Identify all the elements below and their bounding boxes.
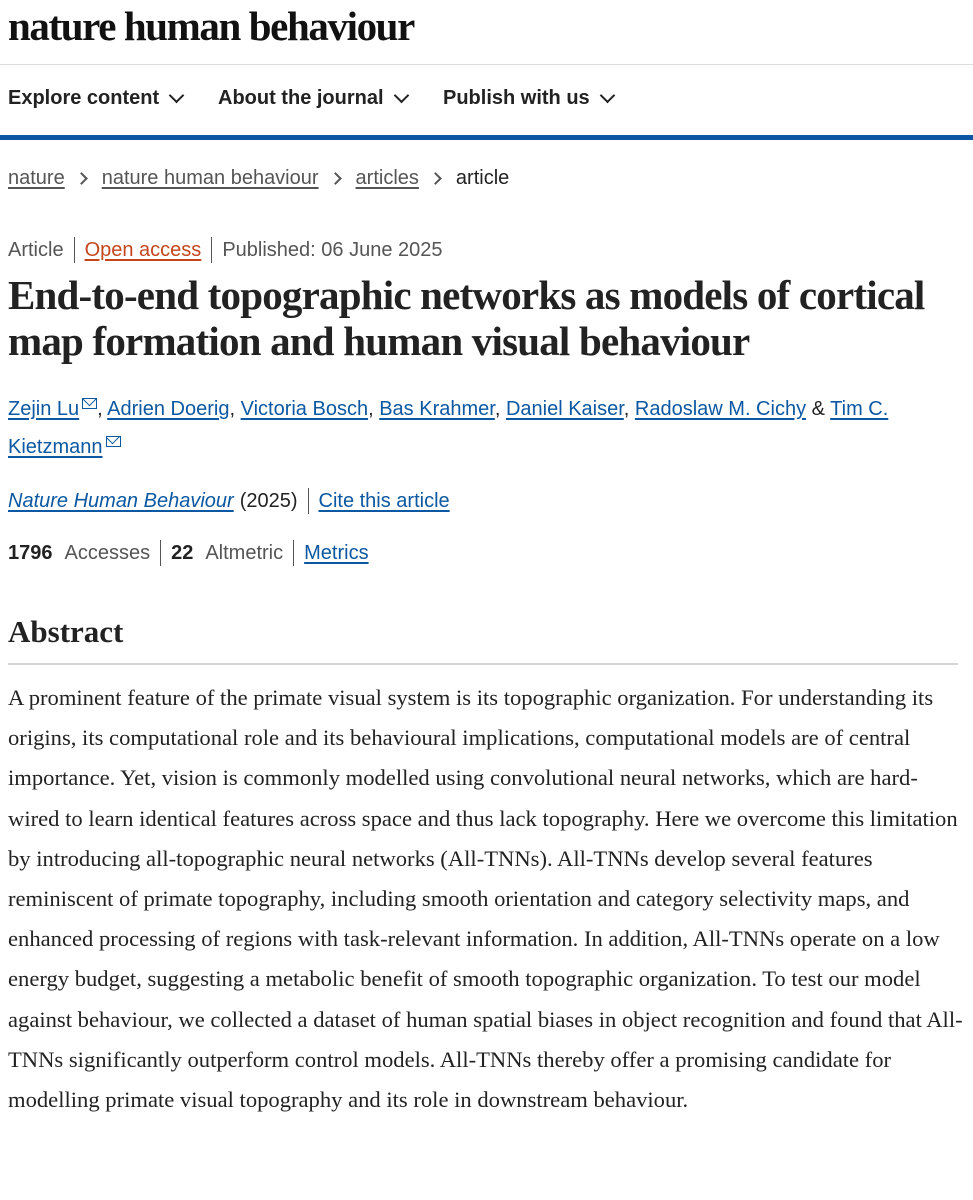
abstract-heading: Abstract (8, 614, 124, 649)
journal-citation-row (8, 488, 450, 514)
chevron-down-icon (169, 88, 185, 104)
abstract-divider (8, 663, 958, 665)
nav-item-label: Publish with us (443, 87, 590, 109)
chevron-right-icon (429, 172, 442, 185)
accesses-label: Accesses (64, 541, 151, 564)
author-separator: , (229, 398, 241, 420)
open-access-link[interactable]: Open access (84, 238, 202, 261)
author-link[interactable]: Adrien Doerig (107, 398, 230, 420)
published-date: Published: 06 June 2025 (222, 238, 443, 261)
author-ampersand: & (806, 398, 831, 420)
divider (160, 540, 161, 566)
divider (74, 237, 75, 263)
article-title: End-to-end topographic networks as models of cortical map formation and human visual behaviour (8, 272, 925, 364)
breadcrumb-current: article (455, 167, 510, 189)
metrics-row (8, 540, 369, 566)
author-link[interactable]: Victoria Bosch (240, 398, 369, 420)
metrics-link[interactable]: Metrics (304, 541, 369, 564)
author-separator: , (97, 398, 108, 420)
divider (211, 237, 212, 263)
author-separator: , (494, 398, 506, 420)
altmetric-count: 22 (171, 541, 194, 564)
author-separator: , (368, 398, 380, 420)
author-separator: , (623, 398, 635, 420)
breadcrumb-link-nature[interactable]: nature (8, 167, 65, 189)
author-link[interactable]: Tim C. Kietzmann (8, 398, 889, 458)
accesses-count: 1796 (8, 541, 53, 564)
breadcrumb (8, 167, 509, 190)
article-meta (8, 237, 443, 263)
cite-article-link[interactable]: Cite this article (318, 489, 450, 512)
nav-about-journal[interactable] (218, 87, 407, 110)
nav-item-label: About the journal (218, 87, 384, 109)
mail-icon[interactable] (106, 436, 121, 447)
author-link[interactable]: Daniel Kaiser (505, 398, 624, 420)
site-logo[interactable]: nature human behaviour (8, 3, 414, 49)
altmetric-label: Altmetric (205, 541, 284, 564)
mail-icon[interactable] (82, 398, 97, 409)
nav-item-label: Explore content (8, 87, 160, 109)
article-type: Article (8, 238, 64, 261)
author-link[interactable]: Zejin Lu (8, 398, 80, 420)
abstract-text: A prominent feature of the primate visual system is its topographic organization. For understanding its origins, its computational role and its behavioural implications, computational models are of central importance. Yet, vision is commonly modelled using convolutional neural networks, which are hard-wired to learn identical features across space and thus lack topography. Here we overcome this limitation by introducing all-topographic neural networks (All-TNNs). All-TNNs develop several features reminiscent of primate topography, including smooth orientation and category selectivity maps, and enhanced processing of regions with task-relevant information. In addition, All-TNNs operate on a low energy budget, suggesting a metabolic benefit of smooth topographic organization. To test our model against behaviour, we collected a dataset of human spatial biases in object recognition and found that All-TNNs significantly outperform control models. All-TNNs thereby offer a promising candidate for modelling primate visual topography and its role in downstream behaviour. (8, 685, 963, 1113)
site-header (0, 0, 973, 65)
main-nav (0, 65, 973, 140)
author-link[interactable]: Radoslaw M. Cichy (634, 398, 807, 420)
breadcrumb-link-journal[interactable]: nature human behaviour (101, 167, 319, 189)
publication-year: (2025) (239, 489, 298, 512)
nav-publish-with-us[interactable] (443, 87, 613, 110)
divider (308, 488, 309, 514)
chevron-right-icon (75, 172, 88, 185)
author-list (8, 390, 958, 466)
chevron-right-icon (329, 172, 342, 185)
author-link[interactable]: Bas Krahmer (379, 398, 495, 420)
chevron-down-icon (393, 88, 409, 104)
journal-name-link[interactable]: Nature Human Behaviour (8, 489, 234, 512)
breadcrumb-link-articles[interactable]: articles (355, 167, 419, 189)
nav-explore-content[interactable] (8, 87, 182, 110)
divider (293, 540, 294, 566)
chevron-down-icon (599, 88, 615, 104)
